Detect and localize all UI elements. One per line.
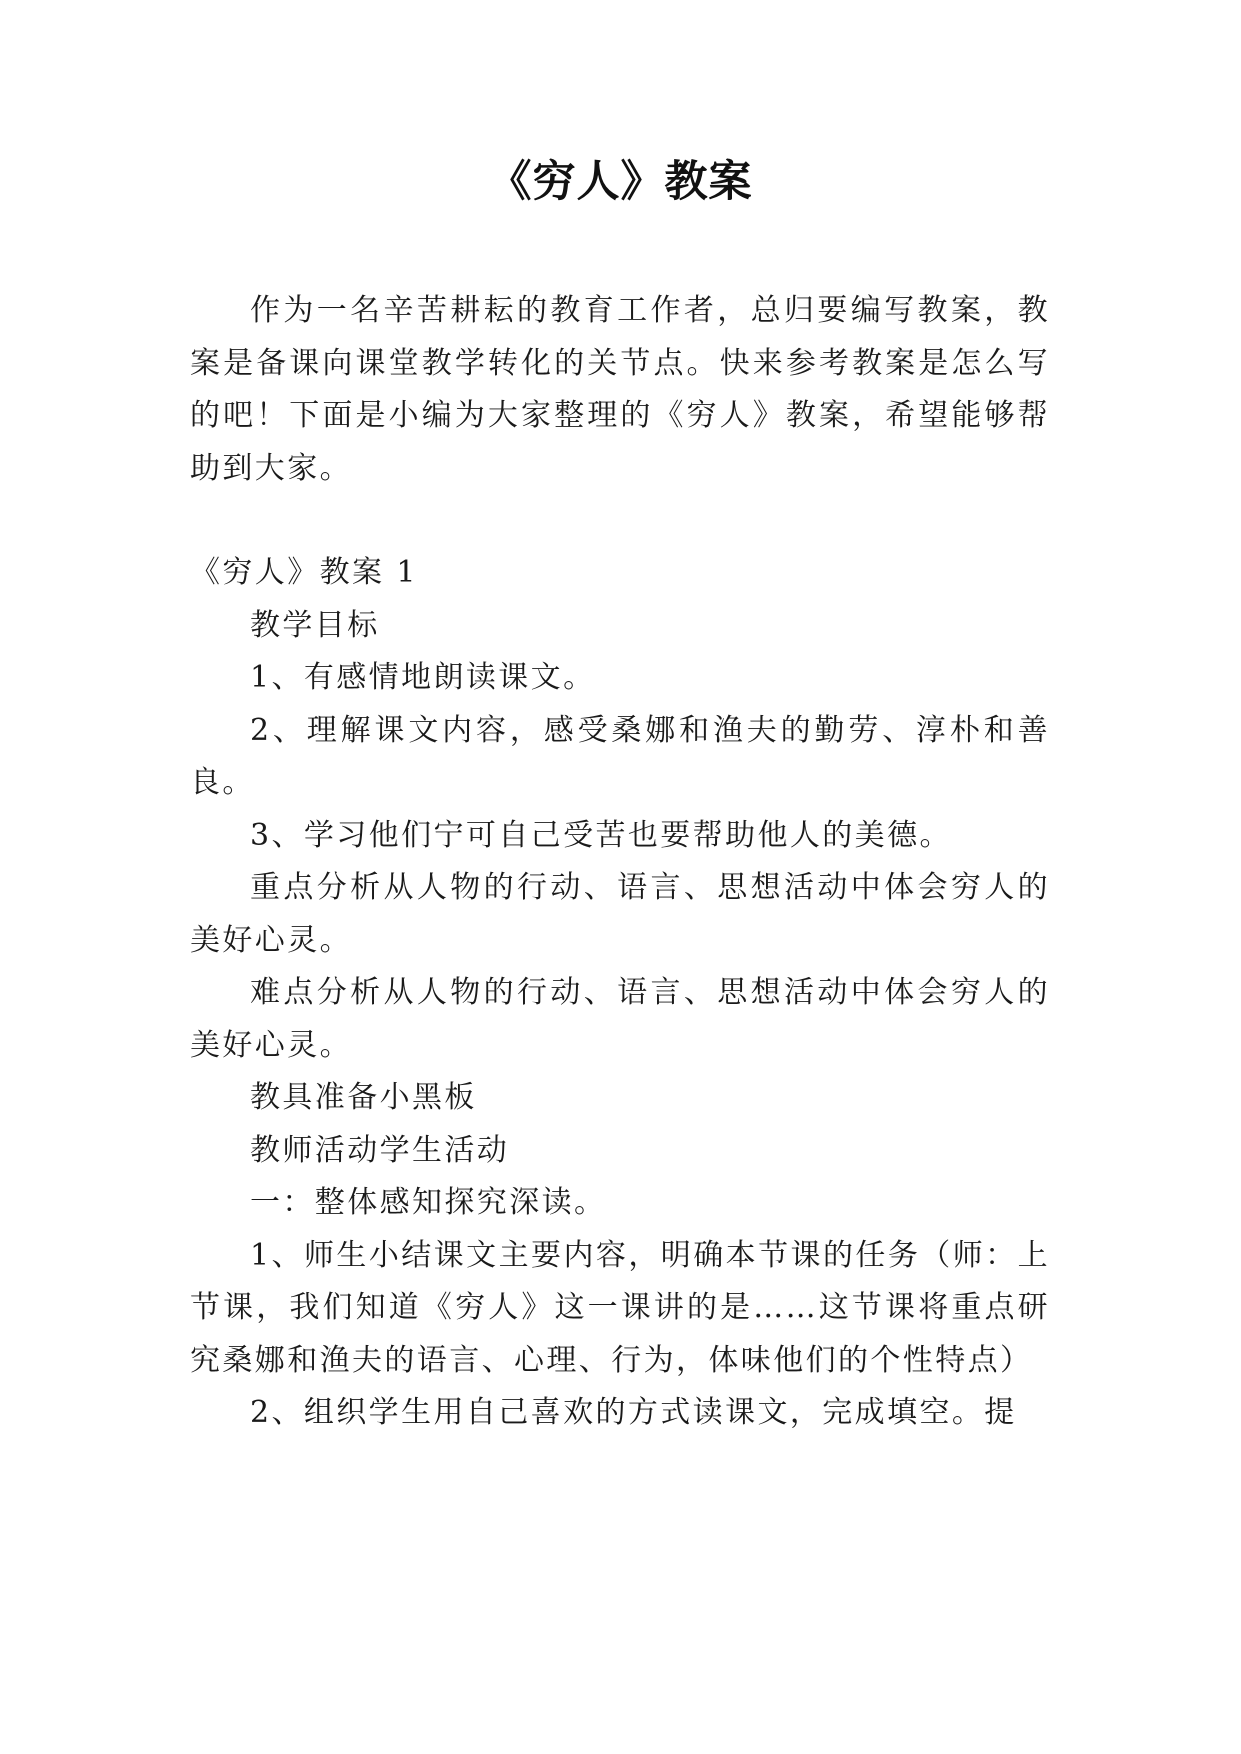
paragraph-goal-2: 2、理解课文内容，感受桑娜和渔夫的勤劳、淳朴和善良。 xyxy=(190,712,1050,800)
paragraph-key-point: 重点分析从人物的行动、语言、思想活动中体会穷人的美好心灵。 xyxy=(190,870,1050,958)
paragraph-goal-3: 3、学习他们宁可自己受苦也要帮助他人的美德。 xyxy=(250,817,952,853)
paragraph-goal-1: 1、有感情地朗读课文。 xyxy=(250,660,596,695)
paragraph-activities: 教师活动学生活动 xyxy=(250,1132,510,1168)
paragraph-teaching-goals: 教学目标 xyxy=(250,607,380,643)
paragraph-step-1: 一：整体感知探究深读。 xyxy=(250,1185,607,1220)
section-heading: 《穷人》教案 1 xyxy=(190,555,418,590)
document-body xyxy=(190,285,1050,1440)
intro-paragraph: 作为一名辛苦耕耘的教育工作者，总归要编写教案，教案是备课向课堂教学转化的关节点。快来参考教案是怎么写的吧！下面是小编为大家整理的《穷人》教案，希望能够帮助到大家。 xyxy=(190,293,1050,486)
document-title: 《穷人》教案 xyxy=(488,157,753,207)
paragraph-gap xyxy=(190,495,1050,547)
paragraph-teaching-aids: 教具准备小黑板 xyxy=(250,1080,477,1115)
paragraph-difficult-point: 难点分析从人物的行动、语言、思想活动中体会穷人的美好心灵。 xyxy=(190,975,1050,1063)
paragraph-step-1-2: 2、组织学生用自己喜欢的方式读课文，完成填空。提 xyxy=(250,1395,1017,1430)
paragraph-step-1-1: 1、师生小结课文主要内容，明确本节课的任务（师：上节课，我们知道《穷人》这一课讲的是……这节课将重点研究桑娜和渔夫的语言、心理、行为，体味他们的个性特点） xyxy=(190,1237,1050,1378)
